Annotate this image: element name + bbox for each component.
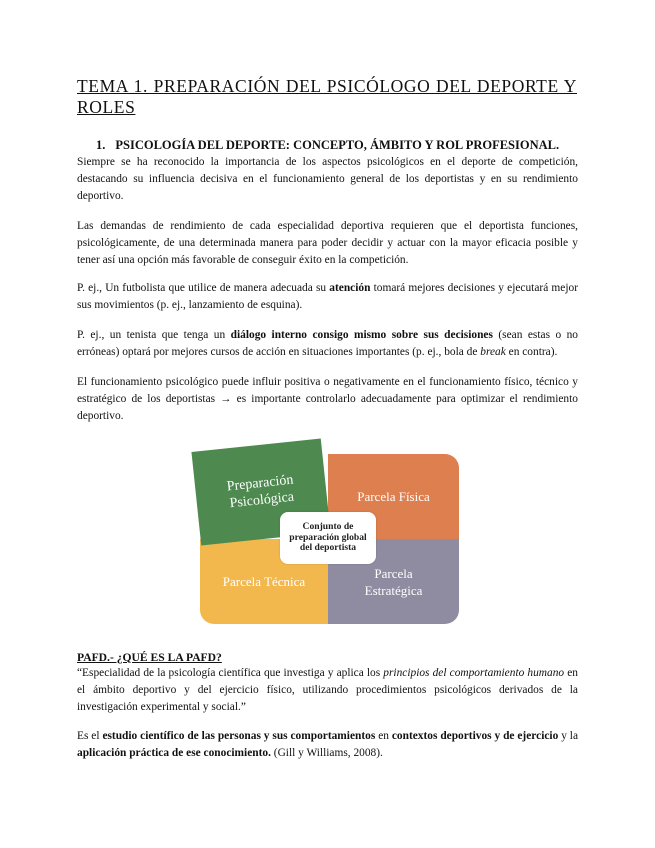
text-run: P. ej., Un futbolista que utilice de manera adecuada su — [77, 282, 330, 294]
bold-term-atencion: atención — [329, 282, 371, 294]
text-run: en — [375, 730, 392, 742]
pafd-definition — [77, 728, 578, 762]
paragraph-demands: Las demandas de rendimiento de cada especialidad deportiva requieren que el deportista funciones, psicológicamente, de una determinada manera para poder decidir y actuar con la mayor eficacia posible y tener así una opción más favorable de conseguir éxito en la competición. — [77, 220, 578, 266]
bold-term-aplicacion: aplicación práctica de ese conocimiento. — [77, 747, 271, 759]
diagram-center-label: Conjunto de preparación global del deportista — [289, 521, 367, 554]
bold-term-dialogo: diálogo interno consigo mismo sobre sus decisiones — [230, 329, 493, 341]
paragraph-example-tennis — [77, 327, 578, 361]
diagram-technical-label: Parcela Técnica — [222, 574, 306, 589]
italic-term-break: break — [480, 346, 506, 358]
section-number: 1. — [96, 138, 106, 152]
preparation-diagram — [196, 443, 466, 633]
page-title: TEMA 1. PREPARACIÓN DEL PSICÓLOGO DEL DEPORTE Y ROLES — [77, 76, 577, 117]
section-heading-text: PSICOLOGÍA DEL DEPORTE: CONCEPTO, ÁMBITO Y ROL PROFESIONAL. — [115, 138, 560, 152]
text-run: en el ámbito deportivo y del ejercicio físico, utilizando procedimientos psicológicos derivados de la investigación experimental y social.” — [77, 667, 578, 713]
text-run: y la — [558, 730, 579, 742]
diagram-center-box — [280, 512, 376, 564]
pafd-quote — [77, 665, 578, 716]
paragraph-example-football — [77, 280, 578, 314]
paragraph-functioning: El funcionamiento psicológico puede influir positiva o negativamente en el funcionamiento físico, técnico y estratégico de los deportistas → es importante controlarlo adecuadamente para optimizar el rendimiento deportivo. — [77, 376, 578, 422]
text-run: en contra). — [505, 346, 558, 358]
bold-term-estudio: estudio científico de las personas y sus comportamientos — [102, 730, 376, 742]
text-run: (Gill y Williams, 2008). — [270, 747, 383, 759]
section-heading — [96, 138, 576, 153]
diagram-physical-label: Parcela Física — [357, 489, 430, 504]
bold-term-contextos: contextos deportivos y de ejercicio — [391, 730, 559, 742]
italic-term-principios: principios del comportamiento humano — [383, 667, 565, 679]
pafd-heading: PAFD.- ¿QUÉ ES LA PAFD? — [77, 651, 222, 664]
diagram-strategic-label: Parcela Estratégica — [364, 565, 423, 598]
text-run: tomará mejores decisiones y ejecutará mejor sus movimientos (p. ej., lanzamiento de esquina). — [77, 282, 579, 311]
text-run: P. ej., un tenista que tenga un — [77, 329, 231, 341]
text-run: (sean estas o no erróneas) optará por mejores cursos de acción en situaciones importantes (p. ej., bola de — [77, 329, 579, 358]
diagram-psychological-label: Preparación Psicológica — [226, 472, 295, 512]
paragraph-importance: Siempre se ha reconocido la importancia de los aspectos psicológicos en el deporte de competición, destacando su influencia decisiva en el funcionamiento general de los deportistas y en su rendimiento deportivo. — [77, 156, 578, 202]
text-run: “Especialidad de la psicología científica que investiga y aplica los — [77, 667, 384, 679]
text-run: Es el — [77, 730, 103, 742]
